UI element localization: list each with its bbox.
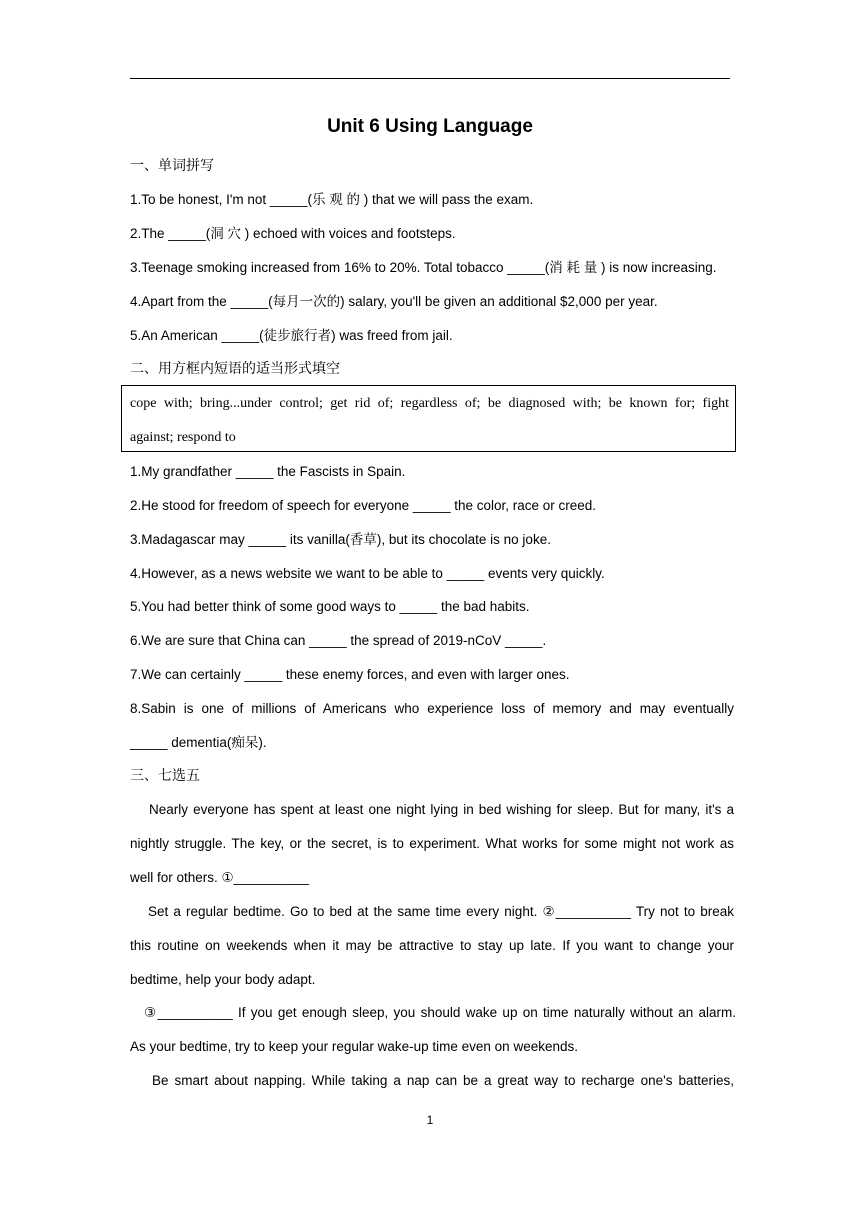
page-title: Unit 6 Using Language <box>327 116 533 137</box>
phrase-box <box>121 385 736 452</box>
spelling-item: 2.The _____(洞 穴 ) echoed with voices and footsteps. <box>130 226 456 241</box>
phrase-item: 3.Madagascar may _____ its vanilla(香草), but its chocolate is no joke. <box>130 532 551 547</box>
spelling-item: 4.Apart from the _____(每月一次的) salary, you'll be given an additional $2,000 per year. <box>130 294 658 309</box>
passage-line: Nearly everyone has spent at least one night lying in bed wishing for sleep. But for many, it's a <box>149 802 734 817</box>
phrase-item: 8.Sabin is one of millions of Americans who experience loss of memory and may eventually <box>130 701 734 716</box>
phrase-item: 5.You had better think of some good ways to _____ the bad habits. <box>130 599 530 614</box>
phrase-item: 6.We are sure that China can _____ the spread of 2019-nCoV _____. <box>130 633 547 648</box>
passage-line: this routine on weekends when it may be attractive to stay up late. If you want to change your <box>130 938 734 953</box>
phrase-item: 7.We can certainly _____ these enemy forces, and even with larger ones. <box>130 667 570 682</box>
section-heading-seven-five: 三、七选五 <box>130 768 200 784</box>
passage-line: ③__________ If you get enough sleep, you should wake up on time naturally without an alarm. <box>144 1005 736 1020</box>
passage-line: nightly struggle. The key, or the secret, is to experiment. What works for some might not work as <box>130 836 734 851</box>
passage-line: Be smart about napping. While taking a nap can be a great way to recharge one's batteries, <box>152 1073 734 1088</box>
spelling-item: 3.Teenage smoking increased from 16% to 20%. Total tobacco _____(消 耗 量 ) is now increasing. <box>130 260 717 275</box>
passage-line: well for others. ①__________ <box>130 870 309 885</box>
passage-line: Set a regular bedtime. Go to bed at the same time every night. ②__________ Try not to break <box>148 904 734 919</box>
passage-line: As your bedtime, try to keep your regular wake-up time even on weekends. <box>130 1039 578 1054</box>
passage-line: bedtime, help your body adapt. <box>130 972 316 987</box>
section-heading-spelling: 一、单词拼写 <box>130 158 214 174</box>
spelling-item: 1.To be honest, I'm not _____(乐 观 的 ) that we will pass the exam. <box>130 192 534 207</box>
spelling-item: 5.An American _____(徒步旅行者) was freed from jail. <box>130 328 453 343</box>
phrase-item: 2.He stood for freedom of speech for everyone _____ the color, race or creed. <box>130 498 597 513</box>
phrase-box-line: against; respond to <box>130 430 236 445</box>
header-rule <box>130 78 730 79</box>
phrase-item: 4.However, as a news website we want to be able to _____ events very quickly. <box>130 566 605 581</box>
phrase-box-line: cope with; bring...under control; get rid of; regardless of; be diagnosed with; be known for; fight <box>130 396 729 411</box>
page-number: 1 <box>426 1113 434 1127</box>
phrase-item-continued: _____ dementia(痴呆). <box>130 735 267 750</box>
section-heading-phrases: 二、用方框内短语的适当形式填空 <box>130 361 340 377</box>
phrase-item: 1.My grandfather _____ the Fascists in Spain. <box>130 464 406 479</box>
